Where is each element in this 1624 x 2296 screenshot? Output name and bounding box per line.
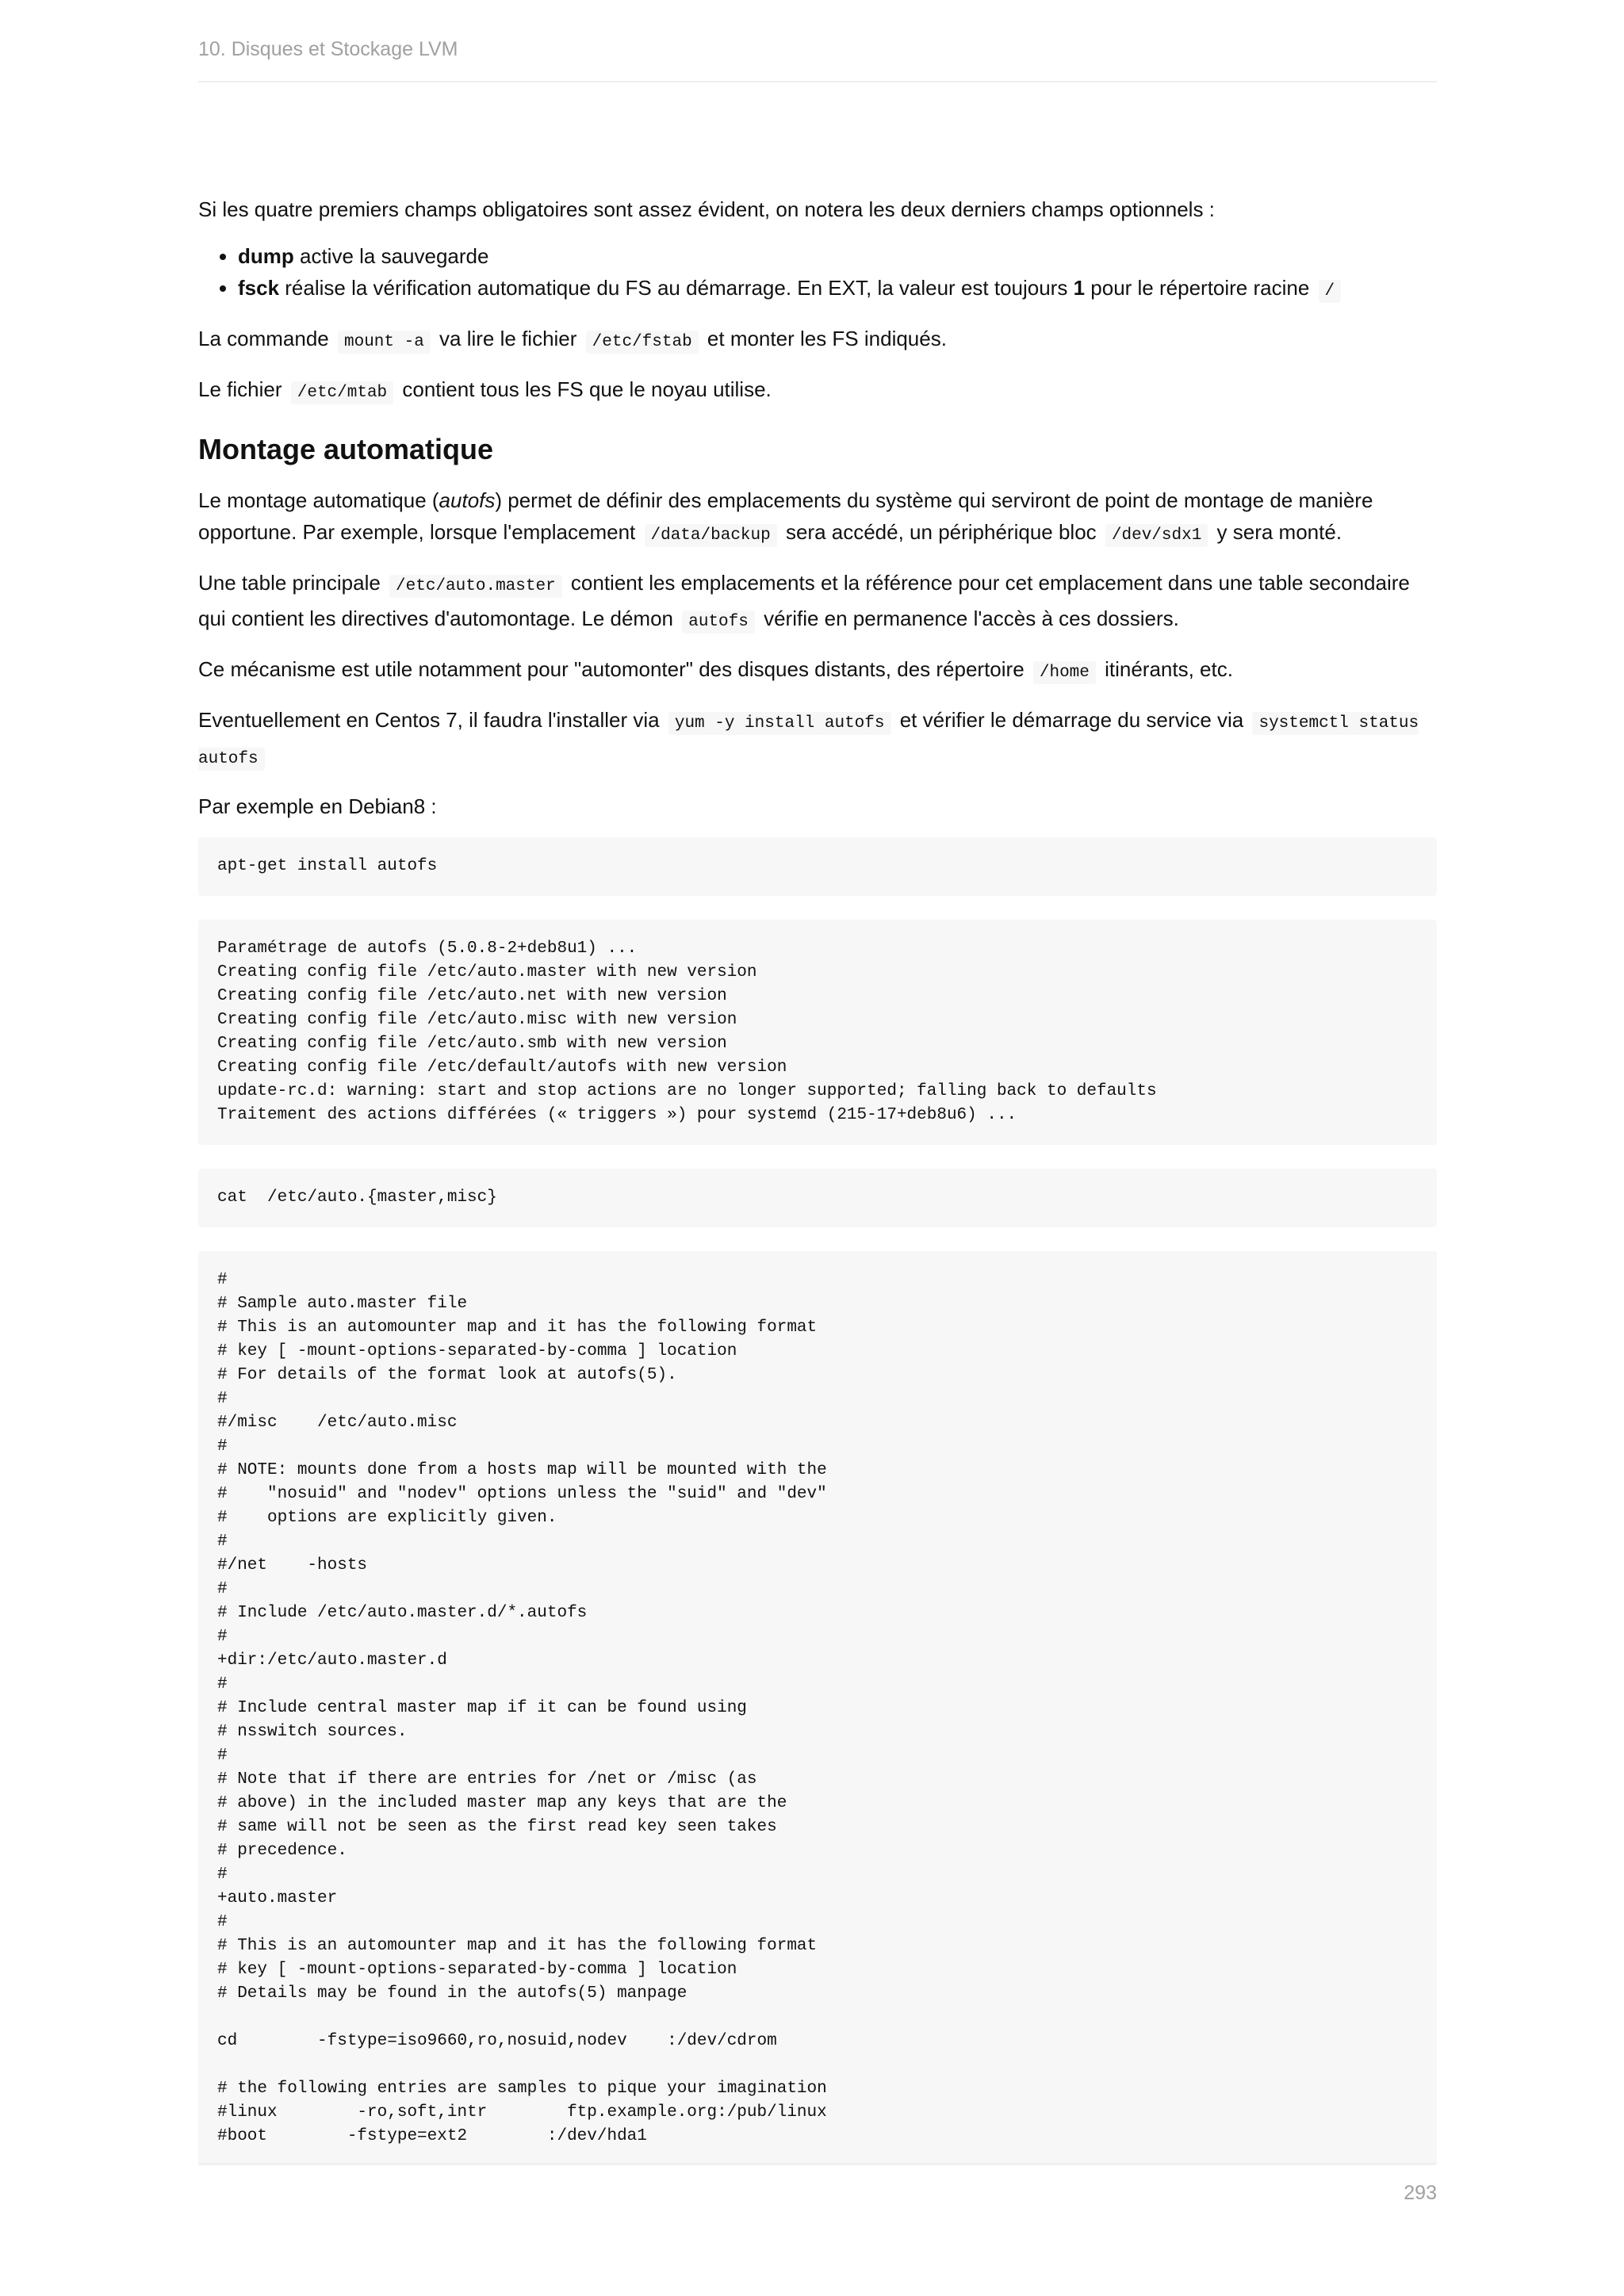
autofs-daemon-code: autofs — [682, 610, 755, 633]
intro-paragraph: Si les quatre premiers champs obligatoires sont assez évident, on notera les deux derniers champs optionnels : — [198, 197, 1215, 221]
page-number: 293 — [1404, 2182, 1437, 2204]
root-dir-code: / — [1319, 280, 1342, 303]
centos-paragraph — [198, 704, 1437, 775]
debian-paragraph: Par exemple en Debian8 : — [198, 794, 437, 818]
running-header: 10. Disques et Stockage LVM — [198, 38, 458, 60]
mtab-paragraph — [198, 373, 1437, 409]
yum-install-code: yum -y install autofs — [668, 712, 891, 735]
cat-command-block: cat /etc/auto.{master,misc} — [198, 1169, 1437, 1227]
auto-master-file-block: # # Sample auto.master file # This is an automounter map and it has the following format # key [ -mount-options-separated-by-comma ] location # For details of the format look at autofs(5). # #/misc /etc/auto.misc # # NOTE: mounts done from a hosts map will be mounted with the # "nosuid" and "nodev" options unless the "suid" and "dev" # options are explicitly given. # #/net -hosts # # Include /etc/auto.master.d/*.autofs # +dir:/etc/auto.master.d # # Include central master map if it can be found using # nsswitch sources. # # Note that if there are entries for /net or /misc (as # above) in the included master map any keys that are the # same will not be seen as the first read key seen takes # precedence. # +auto.master # # This is an automounter map and it has the following format # key [ -mount-options-separated-by-comma ] location # Details may be found in the autofs(5) manpage cd -fstype=iso9660,ro,nosuid,nodev :/dev/cdrom # the following entries are samples to pique your imagination #linux -ro,soft,intr ftp.example.org:/pub/linux #boot -fstype=ext2 :/dev/hda1 — [198, 1251, 1437, 2166]
fsck-description-end: pour le répertoire racine — [1085, 276, 1316, 300]
mtab-code: /etc/mtab — [291, 381, 393, 404]
fsck-value: 1 — [1073, 276, 1086, 300]
fstab-code: /etc/fstab — [586, 331, 699, 354]
list-item-dump — [238, 240, 1437, 272]
text-segment: ) permet de définir des emplacements du système qui serviront de point de montage de manière opportune. Par exemple, lorsque l'emplacement — [198, 488, 1373, 544]
install-output-block: Paramétrage de autofs (5.0.8-2+deb8u1) ... Creating config file /etc/auto.master with new version Creating config file /etc/auto.net with new version Creating config file /etc/auto.misc with new version Creating config file /etc/auto.smb with new version Creating config file /etc/default/autofs with new version update-rc.d: warning: start and stop actions are no longer supported; falling back to defaults Traitement des actions différées (« triggers ») pour systemd (215-17+deb8u6) ... — [198, 920, 1437, 1145]
mechanism-paragraph — [198, 653, 1437, 689]
text-segment: La commande — [198, 327, 335, 350]
autofs-paragraph — [198, 484, 1437, 552]
term-fsck: fsck — [238, 276, 280, 300]
text-segment: contient les emplacements et la référence pour cet emplacement dans une table secondaire qui contient les directives d'automontage. Le démon — [198, 571, 1410, 630]
install-command-block: apt-get install autofs — [198, 837, 1437, 896]
text-segment: y sera monté. — [1211, 520, 1342, 544]
text-segment: Une table principale — [198, 571, 387, 595]
systemctl-status-code: systemctl status autofs — [198, 712, 1419, 771]
header-divider — [198, 81, 1437, 82]
text-segment: Eventuellement en Centos 7, il faudra l'installer via — [198, 708, 665, 732]
optional-fields-list — [198, 240, 1437, 308]
dump-description: active la sauvegarde — [293, 244, 489, 268]
text-segment: Le fichier — [198, 377, 288, 401]
mount-a-code: mount -a — [338, 331, 431, 354]
term-dump: dump — [238, 244, 294, 268]
text-segment: sera accédé, un périphérique bloc — [779, 520, 1102, 544]
text-segment: et vérifier le démarrage du service via — [894, 708, 1250, 732]
data-backup-code: /data/backup — [645, 524, 777, 547]
text-segment: Le montage automatique ( — [198, 488, 439, 512]
text-segment: et monter les FS indiqués. — [701, 327, 947, 350]
master-table-paragraph — [198, 567, 1437, 638]
autofs-emphasis: autofs — [439, 488, 496, 512]
auto-master-code: /etc/auto.master — [389, 575, 562, 598]
section-heading: Montage automatique — [198, 433, 494, 465]
fsck-description: réalise la vérification automatique du FS au démarrage. En EXT, la valeur est toujours — [279, 276, 1074, 300]
dev-sdx1-code: /dev/sdx1 — [1105, 524, 1208, 547]
text-segment: Ce mécanisme est utile notamment pour "automonter" des disques distants, des répertoire — [198, 657, 1030, 681]
footer-divider — [198, 2163, 1437, 2164]
page-content — [198, 193, 1437, 2190]
list-item-fsck — [238, 272, 1437, 308]
text-segment: vérifie en permanence l'accès à ces dossiers. — [757, 607, 1179, 630]
mount-a-paragraph — [198, 323, 1437, 358]
text-segment: itinérants, etc. — [1098, 657, 1233, 681]
text-segment: va lire le fichier — [433, 327, 583, 350]
text-segment: contient tous les FS que le noyau utilise. — [396, 377, 772, 401]
home-code: /home — [1033, 661, 1096, 684]
